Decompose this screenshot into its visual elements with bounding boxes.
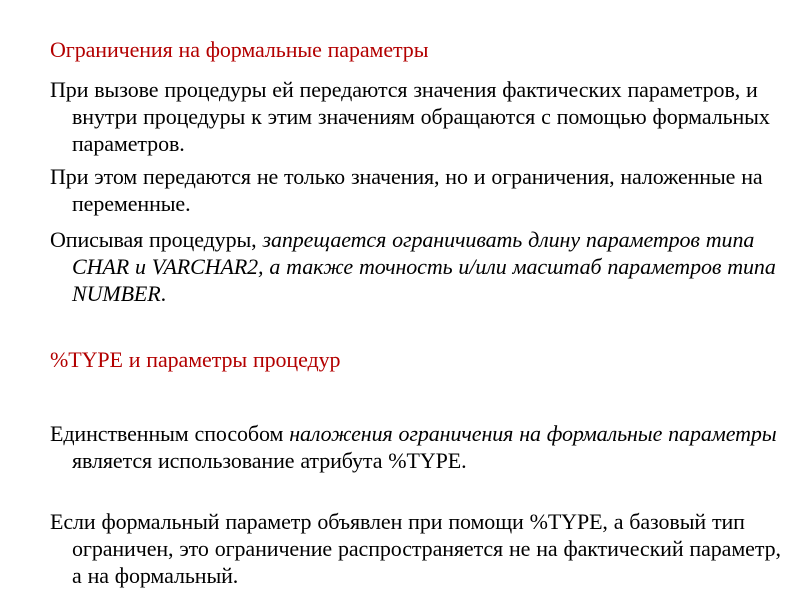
- paragraph-describing-procedures-italic: запрещается ограничивать длину параметров типа CHAR и VARCHAR2, а также точность и/или масштаб параметров типа NUMBER: [72, 227, 776, 306]
- paragraph-only-way-italic: наложения ограничения на формальные параметры: [289, 421, 777, 446]
- paragraph-constraints-passed: При этом передаются не только значения, но и ограничения, наложенные на переменные.: [50, 164, 763, 216]
- paragraph-only-way-prefix: Единственным способом: [50, 421, 290, 446]
- heading-type-and-procedure-parameters: %TYPE и параметры процедур: [50, 347, 341, 372]
- paragraph-describing-procedures-suffix: .: [160, 281, 167, 306]
- heading-formal-parameter-constraints: Ограничения на формальные параметры: [50, 37, 429, 62]
- paragraph-procedure-call: При вызове процедуры ей передаются значения фактических параметров, и внутри процедуры к этим значениям обращаются с помощью формальных параметров.: [50, 77, 770, 156]
- paragraph-if-formal-parameter-declared: Если формальный параметр объявлен при помощи %TYPE, а базовый тип ограничен, это ограничение распространяется не на фактический параметр, а на формальный.: [50, 509, 781, 588]
- paragraph-describing-procedures: [50, 226, 792, 307]
- paragraph-only-way-suffix: является использование атрибута %TYPE.: [72, 448, 467, 473]
- paragraph-describing-procedures-prefix: Описывая процедуры,: [50, 227, 263, 252]
- paragraph-only-way: [50, 420, 792, 474]
